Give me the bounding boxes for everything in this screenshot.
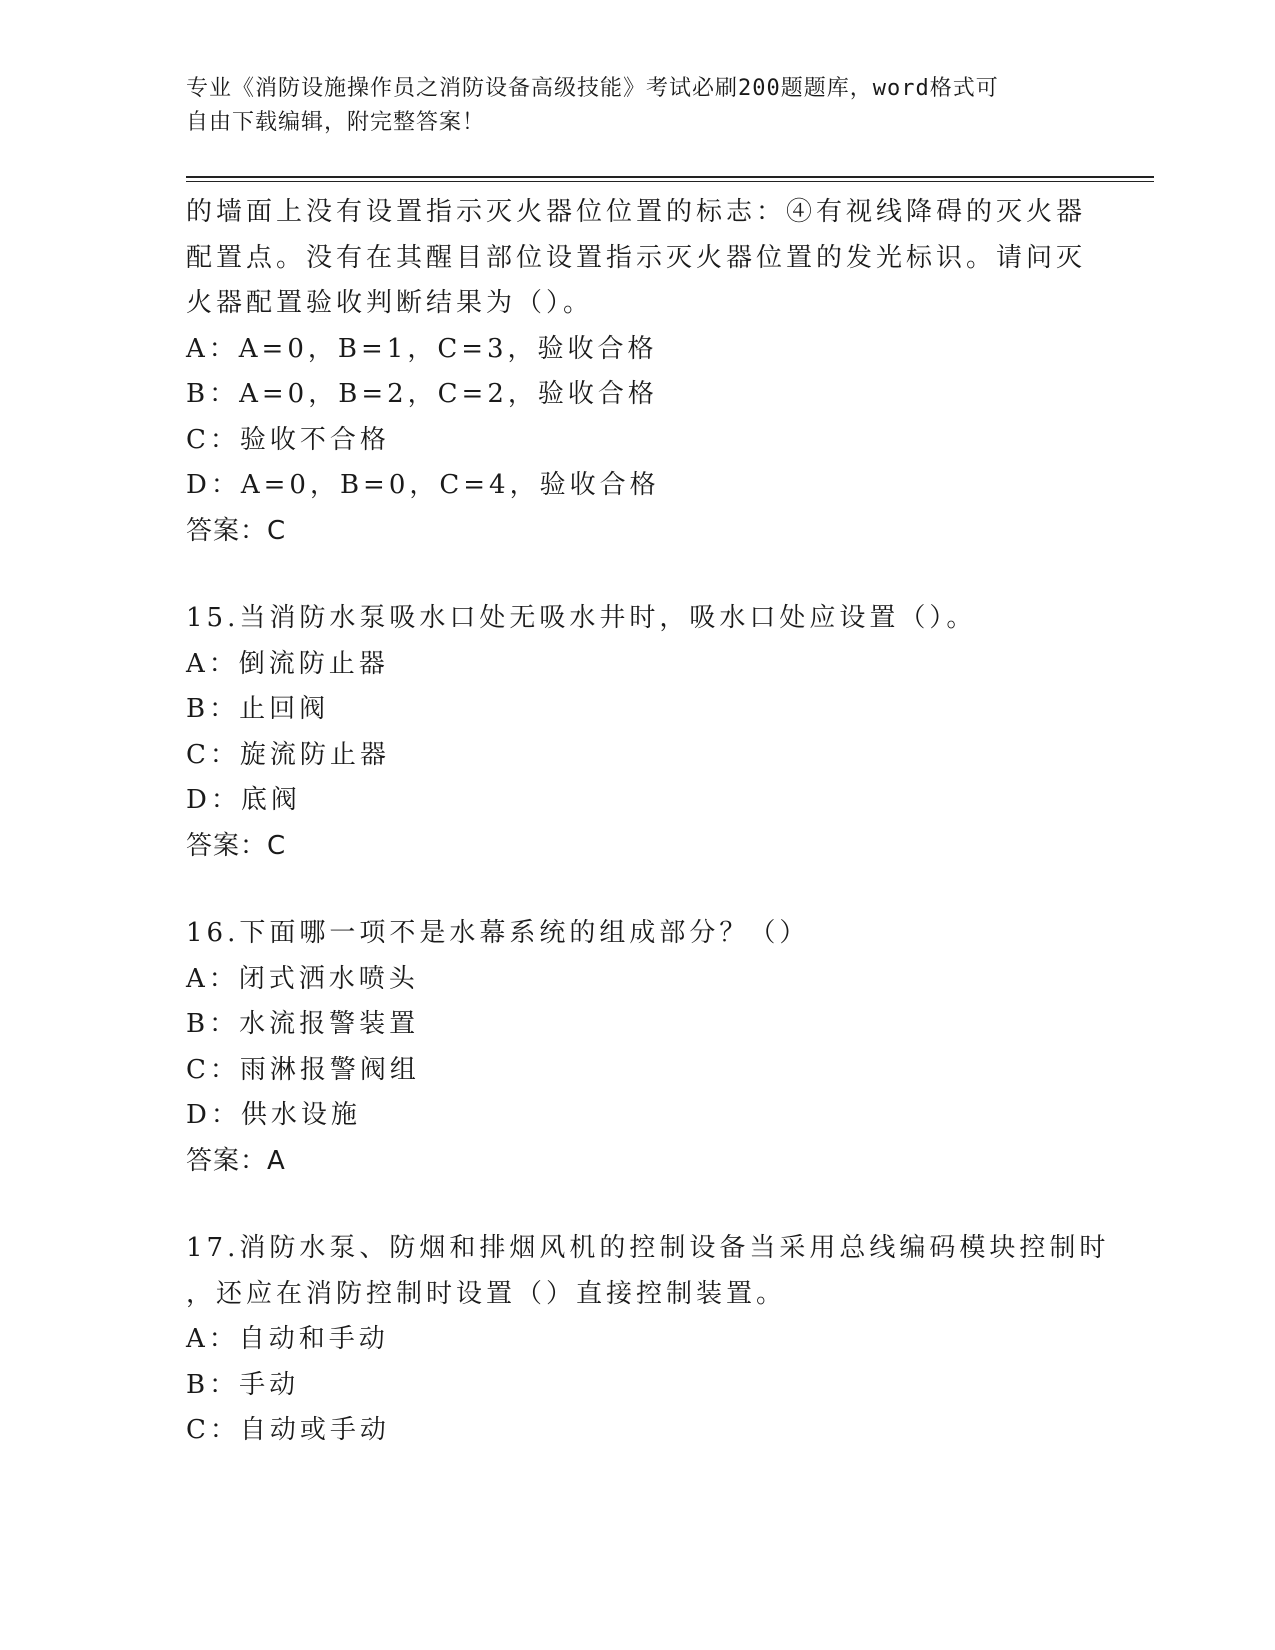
question-15 <box>186 596 1086 869</box>
option-c: C：自动或手动 <box>186 1415 390 1445</box>
option-c: C：雨淋报警阀组 <box>186 1054 420 1085</box>
question-14-continued <box>186 190 1086 554</box>
question-text-line: 17.消防水泵、防烟和排烟风机的控制设备当采用总线编码模块控制时 <box>186 1233 1110 1263</box>
question-16 <box>186 911 1086 1184</box>
answer: 答案：C <box>186 515 287 546</box>
document-header <box>186 72 1066 140</box>
header-line-2: 自由下载编辑，附完整答案！ <box>186 110 486 135</box>
question-text-line: 配置点。没有在其醒目部位设置指示灭火器位置的发光标识。请问灭 <box>186 242 1087 273</box>
option-b: B：手动 <box>186 1369 300 1400</box>
header-divider <box>186 176 1154 178</box>
question-text-line: 16.下面哪一项不是水幕系统的组成部分？（） <box>186 918 810 948</box>
answer: 答案：C <box>186 830 287 861</box>
option-a: A：闭式洒水喷头 <box>186 963 419 994</box>
question-list <box>186 190 1110 1454</box>
question-text-line: 15.当消防水泵吸水口处无吸水井时，吸水口处应设置（）。 <box>186 603 977 633</box>
answer: 答案：A <box>186 1145 286 1176</box>
option-d: D：底阀 <box>186 785 301 815</box>
option-c: C：验收不合格 <box>186 424 390 455</box>
question-text-line: 火器配置验收判断结果为（）。 <box>186 288 594 318</box>
question-text-line: 的墙面上没有设置指示灭火器位位置的标志：④有视线降碍的灭火器 <box>186 197 1087 227</box>
question-17 <box>186 1226 1110 1454</box>
option-a: A：倒流防止器 <box>186 648 389 679</box>
option-d: D：A=0，B=0，C=4，验收合格 <box>186 470 660 500</box>
option-a: A：自动和手动 <box>186 1324 389 1354</box>
question-text-line: ，还应在消防控制时设置（）直接控制装置。 <box>186 1278 787 1309</box>
option-d: D：供水设施 <box>186 1100 361 1130</box>
option-b: B：A=0，B=2，C=2，验收合格 <box>186 379 658 409</box>
option-a: A：A=0，B=1，C=3，验收合格 <box>186 333 658 364</box>
option-b: B：水流报警装置 <box>186 1009 420 1039</box>
option-b: B：止回阀 <box>186 694 330 724</box>
header-line-1: 专业《消防设施操作员之消防设备高级技能》考试必刷200题题库，word格式可 <box>186 76 999 101</box>
header-divider-thin <box>186 181 1154 182</box>
option-c: C：旋流防止器 <box>186 739 390 770</box>
